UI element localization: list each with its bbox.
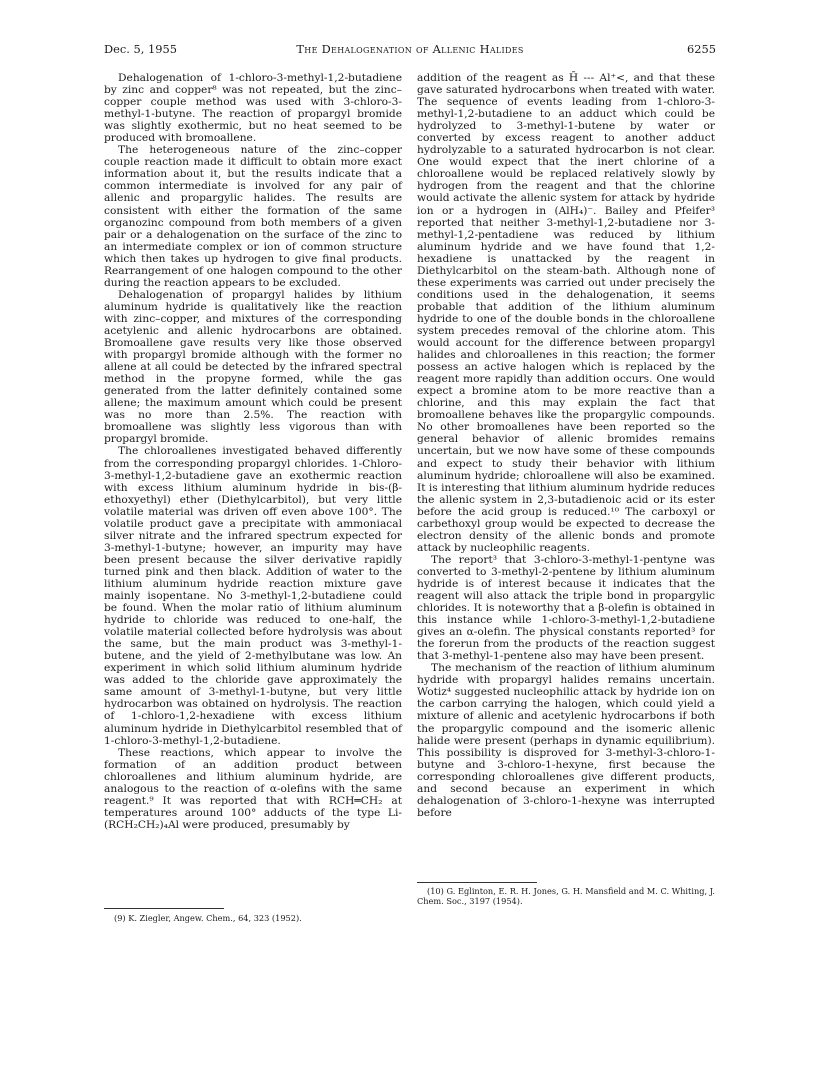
left-column	[104, 72, 402, 831]
page-number: 6255	[687, 42, 716, 56]
paragraph: The heterogeneous nature of the zinc–copper couple reaction made it difficult to obtain more exact information about it, but the results indicate that a common intermediate is involved for any pair of allenic and propargylic halides. The results are consistent with either the formation of the same organozinc compound from both members of a given pair or a dehalogenation on the surface of the zinc to an intermediate complex or ion of common structure which then takes up hydrogen to give final products. Rearrangement of one halogen compound to the other during the reaction appears to be excluded.	[104, 143, 402, 289]
paragraph: Dehalogenation of 1-chloro-3-methyl-1,2-butadiene by zinc and copper⁸ was not repeated, but the zinc–copper couple method was used with 3-chloro-3-methyl-1-butyne. The reaction of propargyl bromide was slightly exothermic, but no heat seemed to be produced with bromoallene.	[104, 71, 402, 145]
header-title: The Dehalogenation of Allenic Halides	[296, 42, 524, 56]
running-header	[104, 42, 716, 60]
paragraph: addition of the reagent as H̄ --- Al⁺<, and that these gave saturated hydrocarbons when treated with water. The sequence of events leading from 1-chloro-3-methyl-1,2-butadiene to an adduct which could be hydrolyzed to 3-methyl-1-butene by water or converted by excess reagent to another adduct hydrolyzable to a saturated hydrocarbon is not clear. One would expect that the inert chlorine of a chloroallene would be replaced relatively slowly by hydrogen from the reagent and that the chlorine would activate the allenic system for attack by hydride ion or a hydrogen in (AlH₄)⁻. Bailey and Pfeifer³ reported that neither 3-methyl-1,2-butadiene nor 3-methyl-1,2-pentadiene was reduced by lithium aluminum hydride and we have found that 1,2-hexadiene is unattacked by the reagent in Diethylcarbitol on the steam-bath. Although none of these experiments was carried out under precisely the conditions used in the dehalogenation, it seems probable that addition of the lithium aluminum hydride to one of the double bonds in the chloroallene system precedes removal of the chlorine atom. This would account for the difference between propargyl halides and chloroallenes in this reaction; the former possess an active halogen which is replaced by the reagent more rapidly than addition occurs. One would expect a bromine atom to be more reactive than a chlorine, and this may explain the fact that bromoallene behaves like the propargylic compounds. No other bromoallenes have been reported so the general behavior of allenic bromides remains uncertain, but we now have some of these compounds and expect to study their behavior with lithium aluminum hydride; chloroallene will also be examined. It is interesting that lithium aluminum hydride reduces the allenic system in 2,3-butadienoic acid or its ester before the acid group is reduced.¹⁰ The carboxyl or carbethoxyl group would be expected to decrease the electron density of the allenic bonds and promote attack by nucleophilic reagents.	[417, 71, 715, 554]
footnote-divider	[417, 882, 537, 883]
footnote-divider	[104, 908, 224, 909]
paragraph: These reactions, which appear to involve the formation of an addition product between chloroallenes and lithium aluminum hydride, are analogous to the reaction of α-olefins with the same reagent.⁹ It was reported that with RCH═CH₂ at temperatures around 100° adducts of the type Li-(RCH₂CH₂)₄Al were produced, presumably by	[104, 745, 402, 831]
paragraph: The report³ that 3-chloro-3-methyl-1-pentyne was converted to 3-methyl-2-pentene by lithium aluminum hydride is of interest because it indicates that the reagent will also attack the triple bond in propargylic chlorides. It is noteworthy that a β-olefin is obtained in this instance while 1-chloro-3-methyl-1,2-butadiene gives an α-olefin. The physical constants reported³ for the forerun from the products of the reaction suggest that 3-methyl-1-pentene also may have been present.	[417, 552, 715, 663]
footnote-10: (10) G. Eglinton, E. R. H. Jones, G. H. Mansfield and M. C. Whiting, J. Chem. Soc., 3197 (1954).	[417, 886, 715, 906]
header-date: Dec. 5, 1955	[104, 42, 177, 56]
paragraph: Dehalogenation of propargyl halides by lithium aluminum hydride is qualitatively like the reaction with zinc–copper, and mixtures of the corresponding acetylenic and allenic hydrocarbons are obtained. Bromoallene gave results very like those observed with propargyl bromide although with the former no allene at all could be detected by the infrared spectral method in the propyne formed, while the gas generated from the latter definitely contained some allene; the maximum amount which could be present was no more than 2.5%. The reaction with bromoallene was slightly less vigorous than with propargyl bromide.	[104, 287, 402, 446]
footnote-9: (9) K. Ziegler, Angew. Chem., 64, 323 (1952).	[114, 913, 302, 923]
paragraph: The chloroallenes investigated behaved differently from the corresponding propargyl chlorides. 1-Chloro-3-methyl-1,2-butadiene gave an exothermic reaction with excess lithium aluminum hydride in bis-(β-ethoxyethyl) ether (Diethylcarbitol), but very little volatile material was driven off even above 100°. The volatile product gave a precipitate with ammoniacal silver nitrate and the infrared spectrum expected for 3-methyl-1-butyne; however, an impurity may have been present because the silver derivative rapidly turned pink and then black. Addition of water to the lithium aluminum hydride reaction mixture gave mainly isopentane. No 3-methyl-1,2-butadiene could be found. When the molar ratio of lithium aluminum hydride to chloride was reduced to one-half, the volatile material collected before hydrolysis was about the same, but the main product was 3-methyl-1-butene, and the yield of 2-methylbutane was low. An experiment in which solid lithium aluminum hydride was added to the chloride gave approximately the same amount of 3-methyl-1-butyne, but very little hydrocarbon was obtained on hydrolysis. The reaction of 1-chloro-1,2-hexadiene with excess lithium aluminum hydride in Diethylcarbitol resembled that of 1-chloro-3-methyl-1,2-butadiene.	[104, 444, 402, 747]
paragraph: The mechanism of the reaction of lithium aluminum hydride with propargyl halides remains uncertain. Wotiz⁴ suggested nucleophilic attack by hydride ion on the carbon carrying the halogen, which could yield a mixture of allenic and acetylenic hydrocarbons if both the propargylic compound and the isomeric allenic halide were present (perhaps in dynamic equilibrium). This possibility is disproved for 3-methyl-3-chloro-1-butyne and 3-chloro-1-hexyne, first because the corresponding chloroallenes give different products, and second because an experiment in which dehalogenation of 3-chloro-1-hexyne was interrupted before	[417, 661, 715, 819]
right-column	[417, 72, 715, 819]
